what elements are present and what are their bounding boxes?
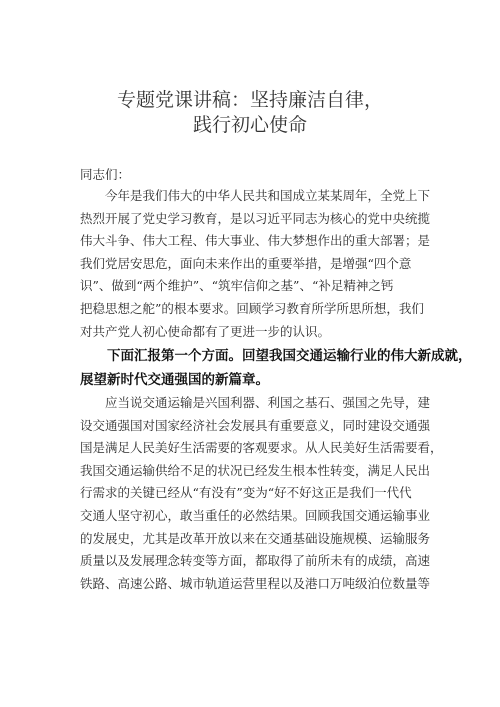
paragraph-line: 对共产党人初心使命都有了更进一步的认识。 xyxy=(80,323,331,339)
paragraph-line: 伟大斗争、伟大工程、伟大事业、伟大梦想作出的重大部署；是 xyxy=(80,233,431,249)
paragraph-1 xyxy=(80,185,431,343)
paragraph-line: 热烈开展了党史学习教育，是以习近平同志为核心的党中央统揽 xyxy=(80,210,431,226)
paragraph-line: 质量以及发展理念转变等方面，都取得了前所未有的成绩，高速 xyxy=(80,553,431,569)
heading-line: 展望新时代交通强国的新篇章。 xyxy=(80,372,269,388)
page-title-line-2: 践行初心使命 xyxy=(192,114,307,136)
paragraph-2 xyxy=(80,392,443,595)
page-title-line-1: 专题党课讲稿：坚持廉洁自律， xyxy=(116,89,383,111)
paragraph-line: 我们党居安思危，面向未来作出的重要举措，是增强“四个意 xyxy=(80,255,412,271)
greeting: 同志们： xyxy=(80,167,131,182)
heading-line: 下面汇报第一个方面。回望我国交通运输行业的伟大新成就， xyxy=(80,348,472,364)
paragraph-line: 我国交通运输供给不足的状况已经发生根本性转变，满足人民出 xyxy=(80,462,431,478)
paragraph-line: 把稳思想之舵”的根本要求。回顾学习教育所学所思所想，我们 xyxy=(80,300,424,316)
paragraph-line: 国是满足人民美好生活需要的客观要求。从人民美好生活需要看， xyxy=(80,440,443,456)
paragraph-line: 交通人坚守初心，敢当重任的必然结果。回顾我国交通运输事业 xyxy=(80,507,431,523)
paragraph-line: 铁路、高速公路、城市轨道运营里程以及港口万吨级泊位数量等 xyxy=(80,575,431,591)
paragraph-line: 今年是我们伟大的中华人民共和国成立某某周年，全党上下 xyxy=(80,188,431,203)
section-heading-1 xyxy=(80,344,472,392)
paragraph-line: 设交通强国对国家经济社会发展具有重要意义，同时建设交通强 xyxy=(80,417,431,433)
paragraph-line: 识”、做到“两个维护”、“筑牢信仰之基”、“补足精神之钙 xyxy=(80,278,394,294)
paragraph-line: 行需求的关键已经从“有没有”变为“好不好这正是我们一代代 xyxy=(80,485,412,501)
paragraph-line: 应当说交通运输是兴国利器、利国之基石、强国之先导，建 xyxy=(80,395,431,410)
paragraph-line: 的发展史，尤其是改革开放以来在交通基础设施规模、运输服务 xyxy=(80,530,431,546)
